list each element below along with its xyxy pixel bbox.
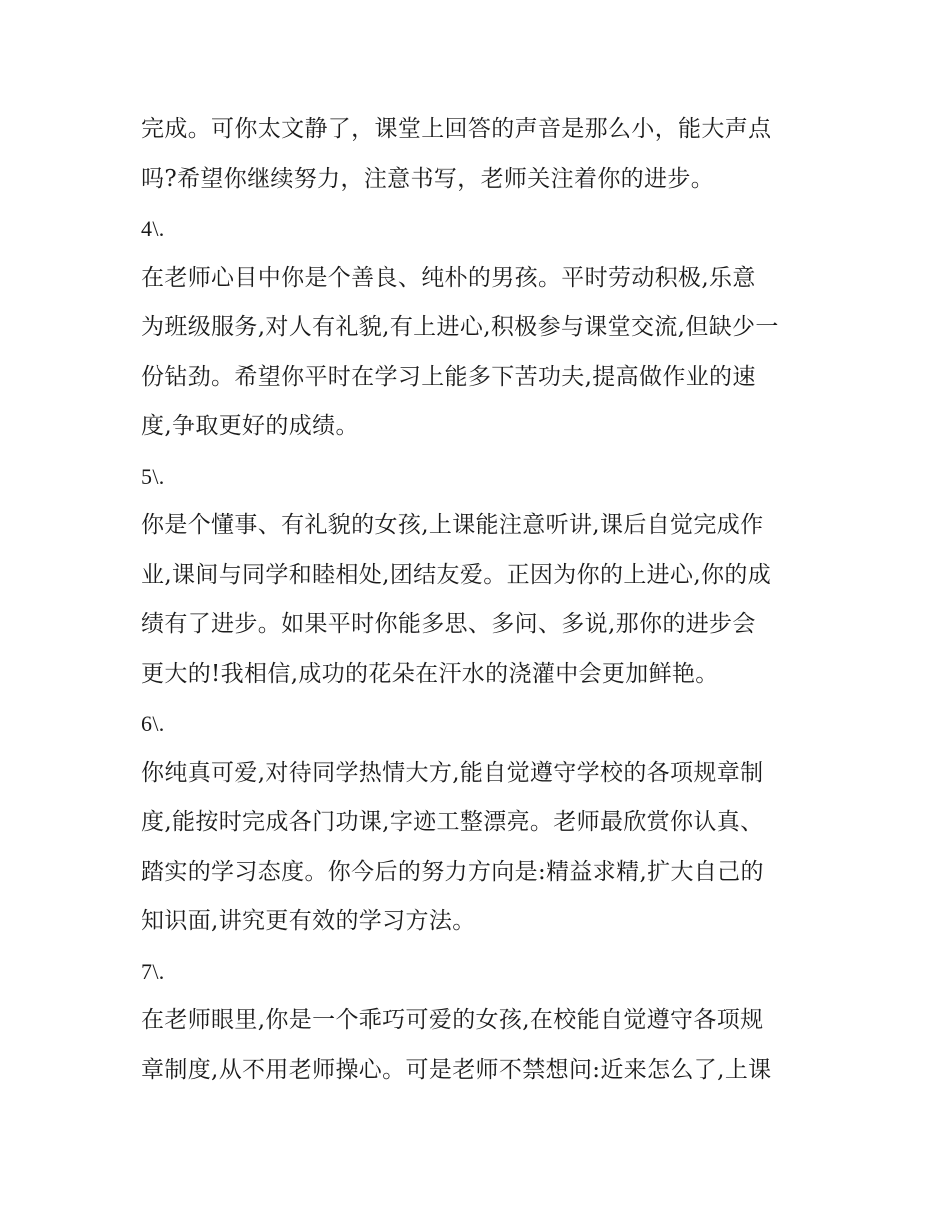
text-line: 章制度,从不用老师操心。可是老师不禁想问:近来怎么了,上课 [141, 1056, 772, 1083]
text-line: 份钻劲。希望你平时在学习上能多下苦功夫,提高做作业的速 [141, 363, 756, 390]
text-line: 更大的!我相信,成功的花朵在汗水的浇灌中会更加鲜艳。 [141, 660, 719, 687]
text-line: 度,能按时完成各门功课,字迹工整漂亮。老师最欣赏你认真、 [141, 809, 764, 835]
text-line: 你是个懂事、有礼貌的女孩,上课能注意听讲,课后自觉完成作 [141, 512, 764, 538]
section-number: 7\. [141, 958, 165, 984]
text-line: 在老师眼里,你是一个乖巧可爱的女孩,在校能自觉遵守各项规 [141, 1007, 764, 1033]
text-line: 知识面,讲究更有效的学习方法。 [141, 908, 476, 934]
text-line: 为班级服务,对人有礼貌,有上进心,积极参与课堂交流,但缺少一 [141, 314, 779, 340]
text-line: 绩有了进步。如果平时你能多思、多问、多说,那你的进步会 [141, 611, 756, 637]
section-number: 5\. [141, 463, 165, 489]
comment-text-block [141, 105, 813, 1095]
text-line: 业,课间与同学和睦相处,团结友爱。正因为你的上进心,你的成 [141, 561, 772, 588]
text-line: 在老师心目中你是个善良、纯朴的男孩。平时劳动积极,乐意 [141, 264, 756, 291]
text-line: 完成。可你太文静了，课堂上回答的声音是那么小，能大声点 [141, 116, 772, 142]
text-line: 你纯真可爱,对待同学热情大方,能自觉遵守学校的各项规章制 [141, 759, 764, 786]
text-line: 踏实的学习态度。你今后的努力方向是:精益求精,扩大自己的 [141, 858, 764, 885]
text-line: 吗?希望你继续努力，注意书写，老师关注着你的进步。 [141, 165, 715, 192]
section-number: 6\. [141, 711, 165, 736]
section-number: 4\. [141, 216, 165, 241]
text-line: 度,争取更好的成绩。 [141, 413, 359, 439]
